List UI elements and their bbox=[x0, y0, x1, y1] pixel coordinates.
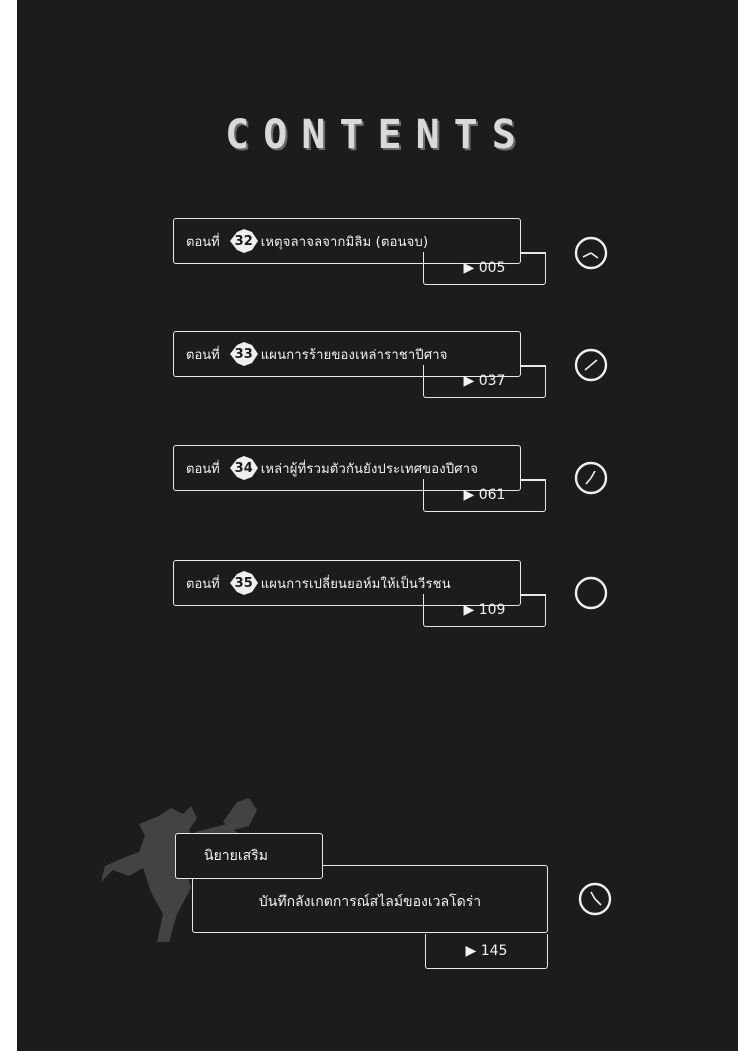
chapter-number-badge: 35 bbox=[230, 571, 258, 595]
page-number: ▶ 005 bbox=[463, 260, 506, 276]
page-number-box[interactable] bbox=[423, 594, 546, 627]
chapter-prefix: ตอนที่ bbox=[186, 576, 220, 592]
contents-page bbox=[17, 0, 738, 1051]
chapter-prefix: ตอนที่ bbox=[186, 347, 220, 363]
page-number: ▶ 061 bbox=[463, 487, 506, 503]
clock-icon bbox=[578, 882, 612, 916]
clock-icon bbox=[574, 348, 608, 382]
clock-icon bbox=[574, 576, 608, 610]
chapter-title: แผนการร้ายของเหล่าราชาปีศาจ bbox=[260, 347, 448, 363]
page-number: ▶ 145 bbox=[465, 943, 508, 959]
chapter-title: เหตุจลาจลจากมิลิม (ตอนจบ) bbox=[260, 234, 429, 250]
page-number: ▶ 109 bbox=[463, 602, 506, 618]
page-number: ▶ 037 bbox=[463, 373, 506, 389]
clock-icon bbox=[574, 461, 608, 495]
page-number-box[interactable] bbox=[425, 934, 548, 969]
chapter-title: แผนการเปลี่ยนยอห์มให้เป็นวีรชน bbox=[260, 576, 451, 592]
page-number-box[interactable] bbox=[423, 252, 546, 285]
page-number-box[interactable] bbox=[423, 365, 546, 398]
page-number-box[interactable] bbox=[423, 479, 546, 512]
extra-story-label: นิยายเสริม bbox=[204, 848, 268, 864]
chapter-prefix: ตอนที่ bbox=[186, 461, 220, 477]
chapter-title: เหล่าผู้ที่รวมตัวกันยังประเทศของปีศาจ bbox=[260, 461, 479, 477]
extra-story-title: บันทึกลังเกตการณ์สไลม์ของเวลโดร่า bbox=[258, 894, 482, 910]
extra-story-label-box bbox=[175, 833, 323, 879]
chapter-prefix: ตอนที่ bbox=[186, 234, 220, 250]
chapter-number-badge: 32 bbox=[230, 229, 258, 253]
chapter-number-badge: 34 bbox=[230, 456, 258, 480]
chapter-number-badge: 33 bbox=[230, 342, 258, 366]
page-title: CONTENTS bbox=[225, 112, 530, 158]
clock-icon bbox=[574, 236, 608, 270]
